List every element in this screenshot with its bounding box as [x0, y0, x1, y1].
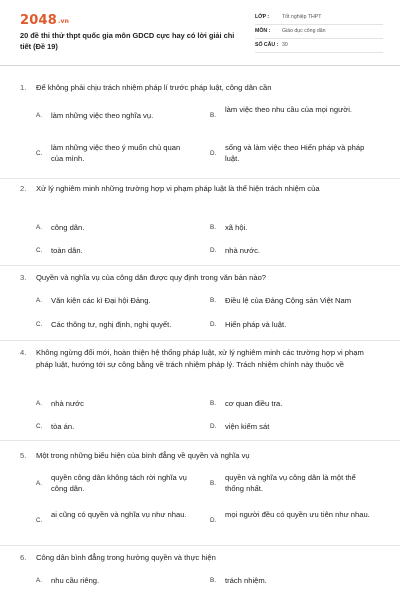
- option-letter: B.: [210, 297, 216, 304]
- question-number: 6.: [20, 553, 27, 562]
- option-letter: B.: [210, 400, 216, 407]
- option-letter: C.: [36, 423, 43, 430]
- option-letter: D.: [210, 423, 217, 430]
- option-letter: D.: [210, 150, 217, 157]
- option-text: trách nhiệm.: [225, 576, 267, 585]
- option-text: quyền và nghĩa vụ công dân là một thể thống nhất.: [225, 473, 356, 493]
- logo-suffix: .vn: [57, 18, 70, 25]
- option-letter: A.: [36, 480, 42, 487]
- option-text: quyền công dân không tách rời nghĩa vụ công dân.: [51, 473, 187, 493]
- question-number: 3.: [20, 273, 27, 282]
- question-text: Một trong những biểu hiện của bình đẳng về quyền và nghĩa vụ: [36, 451, 250, 460]
- meta-key: LỚP :: [255, 14, 270, 20]
- option-text: tòa án.: [51, 422, 75, 431]
- meta-row-grade: [255, 11, 383, 25]
- option-text: nhu cầu riêng.: [51, 576, 100, 585]
- meta-row-count: [255, 39, 383, 53]
- option-letter: A.: [36, 224, 42, 231]
- option-letter: B.: [210, 224, 216, 231]
- question-number: 5.: [20, 451, 27, 460]
- option-letter: A.: [36, 112, 42, 119]
- option-text: Văn kiện các kì Đại hội Đảng.: [51, 296, 151, 305]
- option-text: viện kiểm sát: [225, 422, 270, 431]
- question-2: [0, 179, 400, 266]
- option-text: nhà nước: [51, 399, 84, 408]
- option-text: làm việc theo nhu cầu của mọi người.: [225, 105, 352, 114]
- meta-key: SỐ CÂU :: [255, 42, 279, 48]
- question-stem: [20, 183, 382, 195]
- logo-text: 2048: [20, 13, 57, 28]
- question-text: Để không phải chịu trách nhiệm pháp lí trước pháp luật, công dân cần: [36, 83, 272, 92]
- question-stem: [20, 450, 382, 462]
- option-text: cơ quan điều tra.: [225, 399, 283, 408]
- option-letter: C.: [36, 150, 43, 157]
- option-letter: C.: [36, 247, 43, 254]
- option-text: sống và làm việc theo Hiến pháp và pháp luật.: [225, 143, 365, 163]
- option-letter: D.: [210, 321, 217, 328]
- question-number: 2.: [20, 184, 27, 193]
- question-6: [0, 546, 400, 600]
- question-stem: [20, 552, 382, 564]
- option-letter: A.: [36, 577, 42, 584]
- question-text: Quyền và nghĩa vụ của công dân được quy định trong văn bản nào?: [36, 273, 267, 282]
- option-text: nhà nước.: [225, 246, 260, 255]
- option-letter: C.: [36, 321, 43, 328]
- option-text: xã hội.: [225, 223, 248, 232]
- document-title: 20 đề thi thử thpt quốc gia môn GDCD cực hay có lời giải chi tiết (Đề 19): [20, 31, 235, 51]
- question-1: [0, 66, 400, 179]
- question-4: [0, 341, 400, 441]
- question-3: [0, 266, 400, 341]
- brand-logo[interactable]: [20, 13, 69, 28]
- option-letter: B.: [210, 112, 216, 119]
- option-text: mọi người đều có quyền ưu tiên như nhau.: [225, 510, 370, 519]
- option-letter: D.: [210, 247, 217, 254]
- page-header: [0, 0, 400, 66]
- option-text: công dân.: [51, 223, 85, 232]
- option-text: ai cũng có quyền và nghĩa vụ như nhau.: [51, 510, 187, 519]
- exam-meta-table: [255, 11, 383, 53]
- question-text: Không ngừng đổi mới, hoàn thiện hệ thống pháp luật, xử lý nghiêm minh các trường hợp vi phạm pháp luật, hướng tới sự công bằng về trách nhiệm pháp lý. Trách nhiệm chính này thuộc về: [36, 348, 364, 369]
- meta-value: Giáo dục công dân: [282, 28, 326, 34]
- question-stem: [20, 82, 382, 94]
- option-text: làm những việc theo nghĩa vụ.: [51, 111, 154, 120]
- question-5: [0, 441, 400, 546]
- option-letter: A.: [36, 400, 42, 407]
- option-letter: C.: [36, 517, 43, 524]
- question-number: 4.: [20, 348, 27, 357]
- option-text: toàn dân.: [51, 246, 83, 255]
- question-stem: [20, 347, 382, 371]
- meta-value: Tốt nghiệp THPT: [282, 14, 322, 20]
- option-letter: B.: [210, 480, 216, 487]
- option-text: Hiến pháp và luật.: [225, 320, 287, 329]
- question-number: 1.: [20, 83, 27, 92]
- option-text: Điều lệ của Đảng Cộng sản Việt Nam: [225, 296, 352, 305]
- meta-key: MÔN :: [255, 28, 271, 34]
- question-text: Công dân bình đẳng trong hưởng quyền và thực hiện: [36, 553, 216, 562]
- option-letter: D.: [210, 517, 217, 524]
- meta-row-subject: [255, 25, 383, 39]
- option-letter: B.: [210, 577, 216, 584]
- question-stem: [20, 272, 382, 284]
- meta-value: 30: [282, 42, 288, 48]
- option-text: làm những việc theo ý muốn chủ quan của mình.: [51, 143, 181, 163]
- option-letter: A.: [36, 297, 42, 304]
- question-text: Xử lý nghiêm minh những trường hợp vi phạm pháp luật là thể hiện trách nhiệm của: [36, 184, 320, 193]
- option-text: Các thông tư, nghị định, nghị quyết.: [51, 320, 172, 329]
